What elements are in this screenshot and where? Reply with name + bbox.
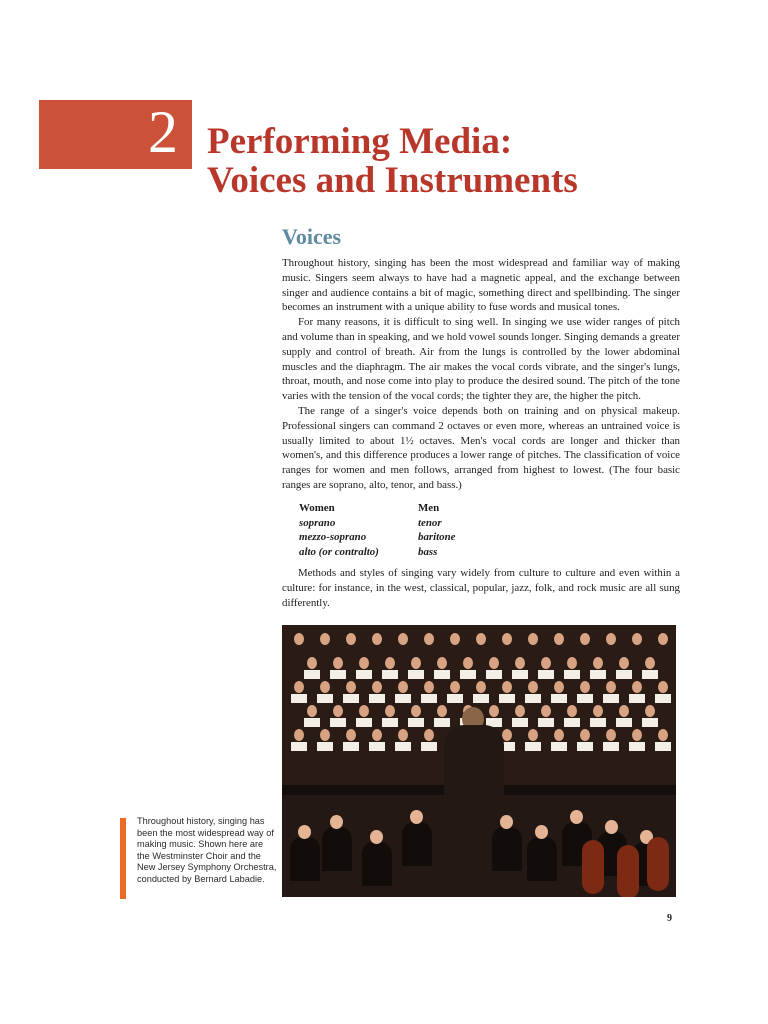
singer-face: [554, 633, 564, 645]
singer-face: [658, 729, 668, 741]
music-folder: [408, 670, 424, 679]
voice-range-row: [299, 545, 537, 560]
music-folder: [512, 718, 528, 727]
cello: [617, 845, 639, 897]
orchestra-player: [322, 827, 352, 871]
singer-face: [411, 705, 421, 717]
closing-text: [282, 566, 680, 610]
singer-face: [359, 705, 369, 717]
cello: [582, 840, 604, 894]
music-folder: [590, 670, 606, 679]
men-range: tenor: [418, 516, 442, 529]
orchestra-player: [290, 837, 320, 881]
cello: [647, 837, 669, 891]
music-folder: [655, 742, 671, 751]
singer-face: [385, 705, 395, 717]
paragraph: The range of a singer's voice depends both on training and on physical makeup. Professional singers can command 2 octaves or even more, whereas an untrained voice is usually limited to about 1½ octaves. Men's vocal cords are longer and thicker than women's, and this difference produces a lower range of pitches. The classification of voice ranges for women and men follows, arranged from highest to lowest. (The four basic ranges are soprano, alto, tenor, and bass.): [282, 404, 680, 491]
music-folder: [486, 670, 502, 679]
singer-face: [320, 681, 330, 693]
music-folder: [473, 694, 489, 703]
caption-accent-bar: [120, 818, 126, 899]
singer-face: [567, 705, 577, 717]
singer-face: [489, 705, 499, 717]
women-range: alto (or contralto): [299, 546, 379, 559]
singer-face: [294, 633, 304, 645]
singer-face: [359, 657, 369, 669]
singer-face: [320, 729, 330, 741]
choir-row: [288, 633, 672, 657]
music-folder: [291, 694, 307, 703]
orchestra-player: [492, 827, 522, 871]
singer-face: [437, 705, 447, 717]
singer-face: [658, 681, 668, 693]
player-face: [330, 815, 343, 829]
music-folder: [616, 718, 632, 727]
singer-face: [593, 657, 603, 669]
music-folder: [356, 718, 372, 727]
voice-range-row: [299, 530, 537, 545]
singer-face: [619, 657, 629, 669]
music-folder: [525, 742, 541, 751]
singer-face: [333, 657, 343, 669]
singer-face: [463, 657, 473, 669]
music-folder: [551, 694, 567, 703]
singer-face: [398, 681, 408, 693]
voice-ranges-header-row: [299, 501, 537, 516]
singer-face: [320, 633, 330, 645]
singer-face: [437, 657, 447, 669]
singer-face: [593, 705, 603, 717]
music-folder: [304, 718, 320, 727]
music-folder: [603, 742, 619, 751]
singer-face: [632, 633, 642, 645]
player-face: [570, 810, 583, 824]
player-face: [500, 815, 513, 829]
section-heading: Voices: [282, 224, 342, 249]
singer-face: [658, 633, 668, 645]
singer-face: [307, 657, 317, 669]
singer-face: [606, 681, 616, 693]
singer-face: [554, 729, 564, 741]
choir-row: [288, 681, 672, 705]
singer-face: [541, 657, 551, 669]
singer-face: [372, 729, 382, 741]
music-folder: [395, 694, 411, 703]
women-range: mezzo-soprano: [299, 531, 367, 544]
music-folder: [421, 742, 437, 751]
singer-face: [528, 633, 538, 645]
singer-face: [346, 633, 356, 645]
choir-row: [288, 657, 672, 681]
music-folder: [330, 670, 346, 679]
player-face: [410, 810, 423, 824]
music-folder: [616, 670, 632, 679]
music-folder: [564, 718, 580, 727]
singer-face: [294, 729, 304, 741]
music-folder: [343, 742, 359, 751]
singer-face: [450, 681, 460, 693]
music-folder: [538, 718, 554, 727]
singer-face: [528, 729, 538, 741]
body-text: [282, 256, 680, 493]
music-folder: [512, 670, 528, 679]
men-range: baritone: [418, 531, 456, 544]
singer-face: [645, 657, 655, 669]
singer-face: [645, 705, 655, 717]
singer-face: [346, 729, 356, 741]
music-folder: [603, 694, 619, 703]
paragraph: Methods and styles of singing vary widely from culture to culture and even within a culture: for instance, in the west, classical, popular, jazz, folk, and rock music are all sung differently.: [282, 567, 680, 609]
singer-face: [567, 657, 577, 669]
singer-face: [424, 633, 434, 645]
music-folder: [395, 742, 411, 751]
music-folder: [317, 742, 333, 751]
column-header-women: Women: [299, 502, 335, 514]
orchestra-player: [527, 837, 557, 881]
music-folder: [629, 694, 645, 703]
singer-face: [424, 681, 434, 693]
singer-face: [606, 729, 616, 741]
chapter-title-line-1: Performing Media:: [207, 121, 513, 162]
music-folder: [447, 694, 463, 703]
column-header-men: Men: [418, 502, 440, 514]
singer-face: [606, 633, 616, 645]
music-folder: [642, 718, 658, 727]
voice-ranges-list: [299, 501, 537, 560]
music-folder: [590, 718, 606, 727]
page-number: 9: [667, 913, 672, 924]
music-folder: [291, 742, 307, 751]
singer-face: [554, 681, 564, 693]
singer-face: [528, 681, 538, 693]
chapter-title: [207, 122, 747, 200]
music-folder: [304, 670, 320, 679]
singer-face: [580, 633, 590, 645]
singer-face: [372, 633, 382, 645]
chapter-number: 2: [148, 99, 178, 165]
singer-face: [385, 657, 395, 669]
choir-orchestra-photo: [282, 625, 676, 897]
player-face: [605, 820, 618, 834]
player-face: [298, 825, 311, 839]
singer-face: [580, 681, 590, 693]
singer-face: [619, 705, 629, 717]
orchestra-player: [402, 822, 432, 866]
music-folder: [421, 694, 437, 703]
music-folder: [577, 694, 593, 703]
singer-face: [502, 681, 512, 693]
music-folder: [343, 694, 359, 703]
voice-range-row: [299, 516, 537, 531]
figure-caption: Throughout history, singing has been the most widespread way of making music. Shown here are the Westminster Choir and the New Jersey Symphony Orchestra, conducted by Bernard Labadie.: [137, 816, 277, 884]
music-folder: [369, 742, 385, 751]
music-folder: [382, 670, 398, 679]
singer-face: [476, 633, 486, 645]
player-face: [535, 825, 548, 839]
music-folder: [382, 718, 398, 727]
music-folder: [564, 670, 580, 679]
music-folder: [434, 670, 450, 679]
paragraph: Throughout history, singing has been the most widespread and familiar way of making music. Singers seem always to have had a magnetic appeal, and the exchange between singer and audience contains a bit of magic, something direct and spellbinding. The singer becomes an instrument with a unique ability to fuse words and musical tones.: [282, 257, 680, 314]
singer-face: [632, 729, 642, 741]
singer-face: [541, 705, 551, 717]
music-folder: [330, 718, 346, 727]
men-range: bass: [418, 546, 438, 559]
chapter-title-line-2: Voices and Instruments: [207, 160, 578, 201]
music-folder: [369, 694, 385, 703]
voice-ranges-table: [299, 501, 537, 560]
music-folder: [551, 742, 567, 751]
music-folder: [577, 742, 593, 751]
music-folder: [460, 670, 476, 679]
music-folder: [434, 718, 450, 727]
women-range: soprano: [299, 516, 336, 529]
music-folder: [525, 694, 541, 703]
singer-face: [346, 681, 356, 693]
chapter-number-box: [39, 100, 192, 169]
singer-face: [632, 681, 642, 693]
orchestra-player: [362, 842, 392, 886]
singer-face: [424, 729, 434, 741]
singer-face: [398, 633, 408, 645]
music-folder: [655, 694, 671, 703]
player-face: [370, 830, 383, 844]
singer-face: [515, 705, 525, 717]
singer-face: [580, 729, 590, 741]
singer-face: [515, 657, 525, 669]
music-folder: [356, 670, 372, 679]
music-folder: [629, 742, 645, 751]
music-folder: [408, 718, 424, 727]
singer-face: [411, 657, 421, 669]
paragraph: For many reasons, it is difficult to sing well. In singing we use wider ranges of pitch and volume than in speaking, and we hold vowel sounds longer. Singing demands a greater supply and control of breath. Air from the lungs is controlled by the lower abdominal muscles and the diaphragm. The air makes the vocal cords vibrate, and the singer's lungs, throat, mouth, and nose come into play to produce the desired sound. The pitch of the tone varies with the tension of the vocal cords; the tighter they are, the higher the pitch.: [282, 316, 680, 403]
singer-face: [476, 681, 486, 693]
singer-face: [450, 633, 460, 645]
singer-face: [294, 681, 304, 693]
singer-face: [372, 681, 382, 693]
singer-face: [398, 729, 408, 741]
music-folder: [538, 670, 554, 679]
music-folder: [642, 670, 658, 679]
singer-face: [502, 633, 512, 645]
singer-face: [502, 729, 512, 741]
music-folder: [317, 694, 333, 703]
singer-face: [333, 705, 343, 717]
singer-face: [307, 705, 317, 717]
music-folder: [499, 694, 515, 703]
singer-face: [489, 657, 499, 669]
